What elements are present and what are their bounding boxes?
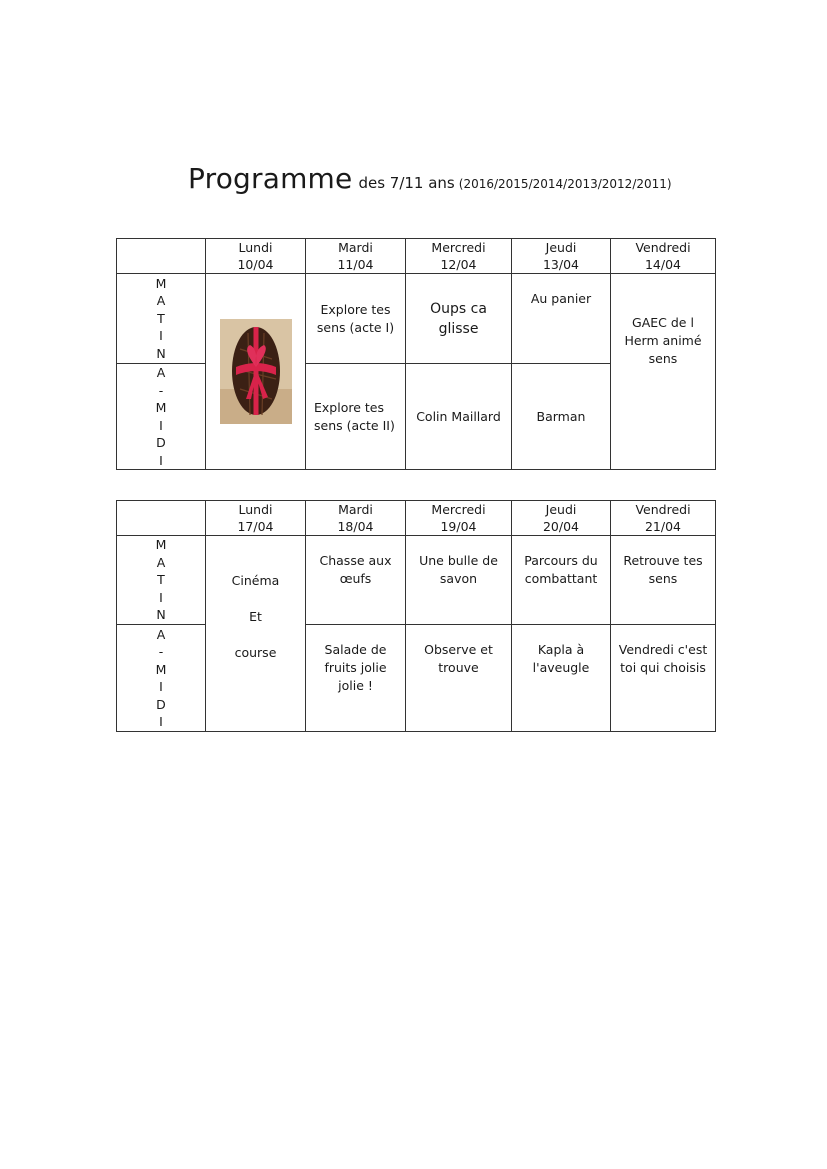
title-main: Programme (188, 162, 353, 195)
day-header: Mardi 18/04 (306, 501, 406, 536)
activity-cell: Observe et trouve (406, 625, 512, 732)
activity-cell: Au panier (512, 274, 611, 364)
activity-cell: Oups ca glisse (406, 274, 512, 364)
schedule-week-1 (116, 238, 716, 470)
corner-cell (117, 239, 206, 274)
activity-cell: Une bulle de savon (406, 536, 512, 625)
day-header: Vendredi 21/04 (611, 501, 716, 536)
activity-cell: Colin Maillard (406, 364, 512, 470)
afternoon-label: A - M I D I (117, 364, 206, 470)
page-title (188, 162, 672, 195)
day-header: Lundi 17/04 (206, 501, 306, 536)
day-header: Vendredi 14/04 (611, 239, 716, 274)
easter-egg-cell (206, 274, 306, 470)
activity-cell: Chasse aux œufs (306, 536, 406, 625)
day-header: Jeudi 13/04 (512, 239, 611, 274)
monday-line-3: course (234, 645, 277, 660)
activity-cell: Retrouve tes sens (611, 536, 716, 625)
title-years: (2016/2015/2014/2013/2012/2011) (458, 177, 672, 191)
activity-cell: Explore tes sens (acte II) (306, 364, 406, 470)
activity-cell: Salade de fruits jolie jolie ! (306, 625, 406, 732)
morning-label: M A T I N (117, 536, 206, 625)
day-header: Lundi 10/04 (206, 239, 306, 274)
title-subtitle: des 7/11 ans (358, 174, 455, 192)
day-header: Jeudi 20/04 (512, 501, 611, 536)
afternoon-label: A - M I D I (117, 625, 206, 732)
monday-line-1: Cinéma (231, 573, 280, 588)
day-header: Mercredi 12/04 (406, 239, 512, 274)
activity-cell: Vendredi c'est toi qui choisis (611, 625, 716, 732)
activity-cell: Barman (512, 364, 611, 470)
activity-cell: Kapla à l'aveugle (512, 625, 611, 732)
schedule-week-2 (116, 500, 716, 732)
morning-label: M A T I N (117, 274, 206, 364)
day-header: Mardi 11/04 (306, 239, 406, 274)
activity-cell-monday (206, 536, 306, 732)
activity-cell: Parcours du combattant (512, 536, 611, 625)
activity-cell: Explore tes sens (acte I) (306, 274, 406, 364)
day-header: Mercredi 19/04 (406, 501, 512, 536)
corner-cell (117, 501, 206, 536)
chocolate-egg-image (220, 319, 292, 424)
monday-line-2: Et (249, 609, 262, 624)
activity-cell: GAEC de l Herm animé sens (611, 274, 716, 470)
